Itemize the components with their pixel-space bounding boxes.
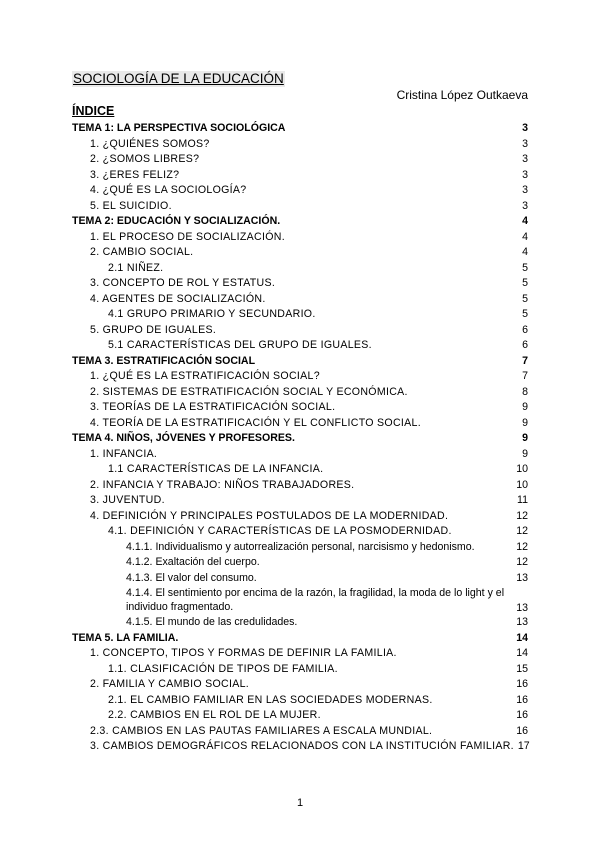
toc-entry[interactable] — [72, 400, 528, 416]
toc-entry-page: 9 — [522, 432, 528, 444]
toc-entry-page: 10 — [516, 463, 528, 475]
toc-entry[interactable] — [72, 137, 528, 153]
toc-entry[interactable] — [72, 509, 528, 525]
toc-entry-page: 14 — [516, 631, 528, 644]
toc-entry-page: 12 — [516, 509, 528, 522]
toc-entry-title: 4. ¿QUÉ ES LA SOCIOLOGÍA? — [90, 184, 247, 196]
toc-entry-title: 4.1.2. Exaltación del cuerpo. — [126, 556, 260, 568]
table-of-contents — [72, 121, 528, 755]
toc-entry-page: 7 — [522, 370, 528, 382]
toc-entry-title: 5. GRUPO DE IGUALES. — [90, 323, 217, 336]
toc-entry[interactable] — [72, 724, 528, 740]
toc-entry-title: 1.1. CLASIFICACIÓN DE TIPOS DE FAMILIA. — [108, 662, 338, 675]
toc-entry-title: 4. TEORÍA DE LA ESTRATIFICACIÓN Y EL CONFLICTO SOCIAL. — [90, 416, 421, 429]
toc-entry[interactable] — [72, 478, 528, 494]
toc-entry-page: 5 — [522, 308, 528, 320]
toc-entry[interactable] — [72, 385, 528, 401]
toc-entry-page: 9 — [522, 416, 528, 429]
toc-entry[interactable] — [72, 693, 528, 709]
page-number: 1 — [296, 797, 304, 809]
toc-entry-page: 4 — [522, 246, 528, 258]
toc-entry-page: 5 — [522, 261, 528, 274]
toc-entry-page: 4 — [522, 215, 528, 227]
toc-entry-page: 12 — [516, 556, 528, 568]
toc-entry-title: TEMA 1: LA PERSPECTIVA SOCIOLÓGICA — [72, 122, 286, 134]
toc-entry-title: 2. ¿SOMOS LIBRES? — [90, 153, 200, 165]
toc-entry-title: 4.1.4. El sentimiento por encima de la razón, la fragilidad, la moda de lo light y el individuo fragmentado. — [126, 587, 505, 613]
toc-entry-title: 1. ¿QUÉ ES LA ESTRATIFICACIÓN SOCIAL? — [90, 370, 320, 382]
toc-entry-title: 3. ¿ERES FELIZ? — [90, 168, 180, 181]
toc-entry[interactable] — [72, 416, 528, 432]
toc-entry[interactable] — [72, 431, 528, 447]
toc-entry-title: 2.1. EL CAMBIO FAMILIAR EN LAS SOCIEDADES MODERNAS. — [108, 693, 433, 706]
toc-entry[interactable] — [72, 261, 528, 277]
toc-entry-title: 1. EL PROCESO DE SOCIALIZACIÓN. — [90, 230, 285, 243]
toc-entry[interactable] — [72, 338, 528, 354]
toc-entry-title: 3. CAMBIOS DEMOGRÁFICOS RELACIONADOS CON LA INSTITUCIÓN FAMILIAR. — [90, 740, 514, 752]
toc-entry-title: 2.3. CAMBIOS EN LAS PAUTAS FAMILIARES A ESCALA MUNDIAL. — [90, 724, 433, 737]
toc-entry-page: 6 — [522, 323, 528, 336]
toc-entry-page: 3 — [522, 137, 528, 150]
toc-entry-title: 4.1 GRUPO PRIMARIO Y SECUNDARIO. — [108, 308, 316, 320]
toc-entry[interactable] — [72, 524, 528, 540]
toc-entry[interactable] — [72, 121, 528, 137]
toc-entry-title: 4. DEFINICIÓN Y PRINCIPALES POSTULADOS DE LA MODERNIDAD. — [90, 509, 449, 522]
toc-entry-page: 15 — [516, 662, 528, 675]
toc-entry-page: 5 — [522, 292, 528, 305]
toc-entry-page: 9 — [522, 447, 528, 460]
toc-entry-title: 3. JUVENTUD. — [90, 494, 165, 506]
toc-entry-page: 3 — [522, 153, 528, 165]
toc-entry[interactable] — [72, 214, 528, 230]
toc-entry[interactable] — [72, 662, 528, 678]
toc-entry[interactable] — [72, 152, 528, 168]
author-name: Cristina López Outkaeva — [396, 88, 528, 102]
toc-entry[interactable] — [72, 586, 528, 615]
toc-entry-title: TEMA 4. NIÑOS, JÓVENES Y PROFESORES. — [72, 432, 295, 444]
toc-entry-page: 3 — [522, 199, 528, 212]
toc-entry-page: 12 — [516, 540, 528, 553]
toc-entry-title: 1. INFANCIA. — [90, 447, 158, 460]
toc-entry-page: 13 — [516, 571, 528, 584]
toc-entry[interactable] — [72, 646, 528, 662]
toc-entry-title: 1. CONCEPTO, TIPOS Y FORMAS DE DEFINIR LA FAMILIA. — [90, 647, 397, 659]
toc-entry[interactable] — [72, 230, 528, 246]
toc-entry-page: 8 — [522, 385, 528, 398]
toc-entry-title: 5.1 CARACTERÍSTICAS DEL GRUPO DE IGUALES. — [108, 339, 372, 351]
toc-entry-page: 11 — [517, 494, 528, 506]
toc-entry[interactable] — [72, 571, 528, 587]
toc-entry-title: 3. TEORÍAS DE LA ESTRATIFICACIÓN SOCIAL. — [90, 401, 336, 413]
toc-entry-title: TEMA 5. LA FAMILIA. — [72, 631, 179, 644]
toc-entry[interactable] — [72, 739, 528, 755]
toc-entry-page: 7 — [522, 354, 528, 367]
toc-entry-page: 12 — [516, 525, 528, 537]
toc-entry[interactable] — [72, 199, 528, 215]
toc-entry-title: 1. ¿QUIÉNES SOMOS? — [90, 137, 210, 150]
toc-entry-title: TEMA 2: EDUCACIÓN Y SOCIALIZACIÓN. — [72, 215, 281, 227]
toc-entry[interactable] — [72, 168, 528, 184]
toc-entry-page: 4 — [522, 230, 528, 243]
toc-entry-page: 13 — [516, 602, 528, 614]
toc-entry[interactable] — [72, 615, 528, 631]
toc-entry-title: 2. CAMBIO SOCIAL. — [90, 246, 194, 258]
toc-entry-title: 2.1 NIÑEZ. — [108, 261, 164, 274]
toc-entry[interactable] — [72, 245, 528, 261]
toc-entry[interactable] — [72, 354, 528, 370]
toc-entry[interactable] — [72, 631, 528, 647]
toc-entry-title: 2. INFANCIA Y TRABAJO: NIÑOS TRABAJADORES. — [90, 478, 355, 491]
toc-entry-page: 13 — [516, 616, 528, 628]
toc-entry[interactable] — [72, 447, 528, 463]
toc-entry-page: 16 — [516, 709, 528, 721]
toc-entry-page: 17 — [517, 740, 530, 752]
toc-entry[interactable] — [72, 369, 528, 385]
toc-entry-title: 4.1. DEFINICIÓN Y CARACTERÍSTICAS DE LA POSMODERNIDAD. — [108, 525, 452, 537]
toc-entry[interactable] — [72, 276, 528, 292]
toc-entry[interactable] — [72, 323, 528, 339]
toc-entry-page: 6 — [522, 339, 528, 351]
toc-entry-page: 16 — [516, 678, 528, 690]
toc-entry-page: 3 — [522, 122, 528, 134]
toc-entry-title: 2. FAMILIA Y CAMBIO SOCIAL. — [90, 678, 250, 690]
toc-entry-page: 16 — [516, 693, 528, 706]
toc-entry[interactable] — [72, 183, 528, 199]
toc-entry[interactable] — [72, 462, 528, 478]
toc-entry-title: 4. AGENTES DE SOCIALIZACIÓN. — [90, 292, 266, 305]
toc-entry-page: 9 — [522, 401, 528, 413]
toc-entry-title: 3. CONCEPTO DE ROL Y ESTATUS. — [90, 277, 276, 289]
toc-entry-page: 3 — [522, 168, 528, 181]
toc-entry-page: 16 — [516, 724, 528, 737]
toc-entry-title: 4.1.1. Individualismo y autorrealización personal, narcisismo y hedonismo. — [126, 540, 475, 553]
toc-entry-title: 2. SISTEMAS DE ESTRATIFICACIÓN SOCIAL Y ECONÓMICA. — [90, 385, 408, 398]
toc-entry-page: 10 — [516, 478, 528, 491]
toc-entry-title: 1.1 CARACTERÍSTICAS DE LA INFANCIA. — [108, 463, 324, 475]
toc-entry-title: 5. EL SUICIDIO. — [90, 199, 172, 212]
toc-entry-page: 3 — [522, 184, 528, 196]
toc-entry-page: 14 — [516, 647, 528, 659]
toc-entry[interactable] — [72, 540, 528, 556]
toc-entry[interactable] — [72, 307, 528, 323]
toc-entry-title: TEMA 3. ESTRATIFICACIÓN SOCIAL — [72, 354, 256, 367]
toc-entry-page: 5 — [522, 277, 528, 289]
document-title: SOCIOLOGÍA DE LA EDUCACIÓN — [73, 71, 284, 86]
toc-entry-title: 4.1.3. El valor del consumo. — [126, 571, 257, 584]
toc-entry[interactable] — [72, 677, 528, 693]
toc-entry[interactable] — [72, 555, 528, 571]
index-heading[interactable]: ÍNDICE — [72, 104, 115, 118]
toc-entry[interactable] — [72, 292, 528, 308]
toc-entry[interactable] — [72, 493, 528, 509]
toc-entry-title: 2.2. CAMBIOS EN EL ROL DE LA MUJER. — [108, 709, 321, 721]
toc-entry-title: 4.1.5. El mundo de las credulidades. — [126, 616, 298, 628]
toc-entry[interactable] — [72, 708, 528, 724]
